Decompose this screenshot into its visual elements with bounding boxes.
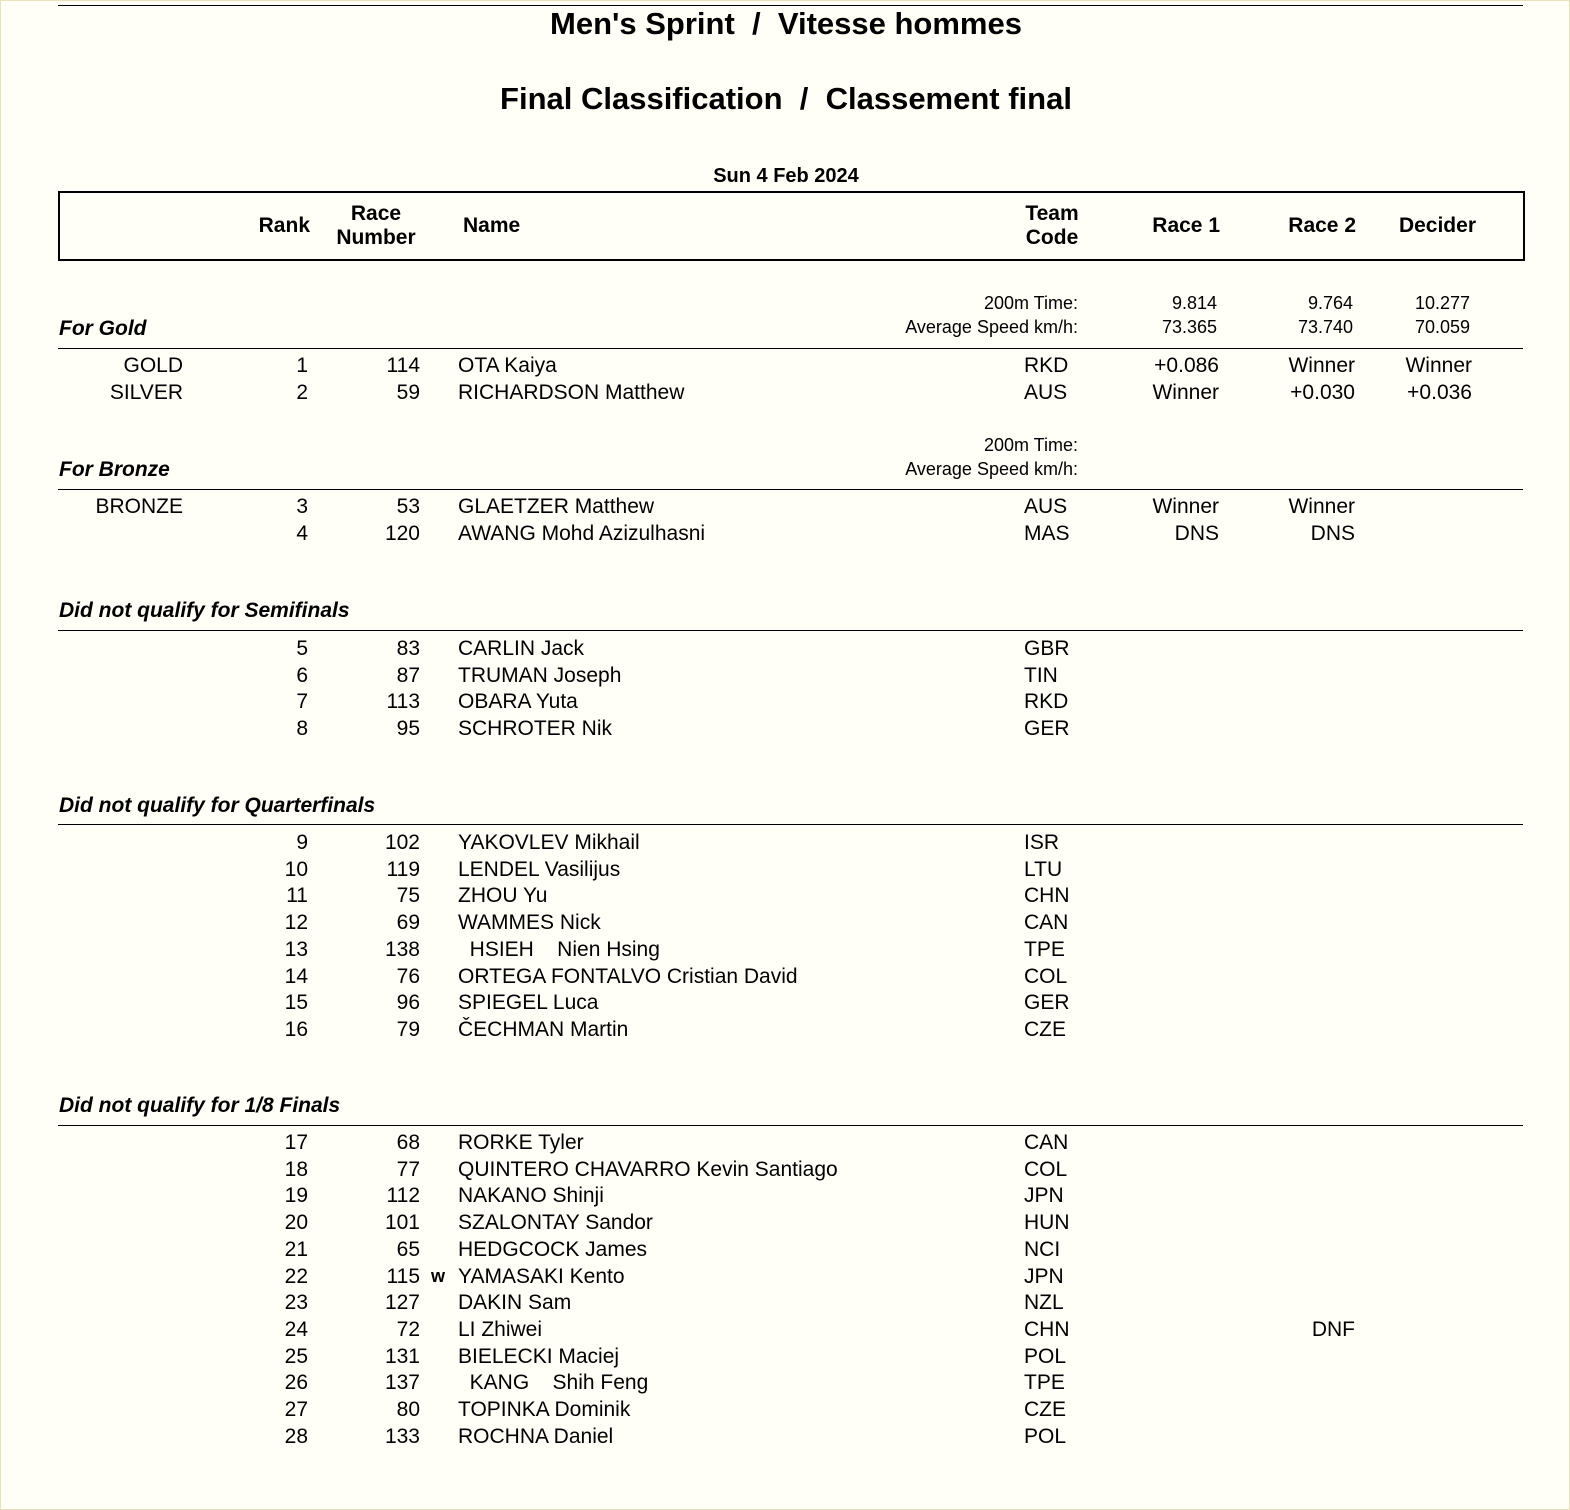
decider-result-cell: +0.036 <box>1407 380 1472 404</box>
race-number-cell: 68 <box>396 1131 420 1154</box>
rank-cell: 11 <box>286 884 308 908</box>
header-decider: Decider <box>1398 214 1476 237</box>
table-row <box>1 1343 1570 1370</box>
team-code-cell: POL <box>1024 1424 1067 1448</box>
header-race-number-line2: Number <box>336 226 416 249</box>
section-rule-bronze <box>58 489 1523 490</box>
race-number-cell: 115 <box>386 1264 420 1288</box>
rider-name-cell: OTA Kaiya <box>458 354 557 377</box>
race-number-cell: 87 <box>396 663 420 687</box>
rider-name-cell: ORTEGA FONTALVO Cristian David <box>458 964 798 988</box>
rider-name-cell: ROCHNA Daniel <box>458 1424 614 1448</box>
race-number-cell: 138 <box>384 937 420 961</box>
race-number-cell: 83 <box>396 637 420 660</box>
header-team-code-line2: Code <box>1025 226 1079 249</box>
table-row <box>1 909 1570 936</box>
speed-label: Average Speed km/h: <box>905 459 1078 479</box>
rider-name-cell: OBARA Yuta <box>458 690 578 714</box>
rank-cell: 5 <box>296 637 308 660</box>
table-row <box>1 1369 1570 1396</box>
time-label: 200m Time: <box>983 293 1078 313</box>
table-row <box>1 882 1570 909</box>
section-title-eighth-finals: Did not qualify for 1/8 Finals <box>59 1094 341 1117</box>
team-code-cell: TPE <box>1024 1371 1065 1395</box>
table-row <box>1 963 1570 990</box>
race-number-cell: 112 <box>386 1184 420 1208</box>
rank-cell: 25 <box>284 1344 308 1368</box>
table-row <box>1 1182 1570 1209</box>
race1-result-cell: Winner <box>1152 380 1219 404</box>
rank-cell: 4 <box>296 521 308 545</box>
race2-result-cell: Winner <box>1288 495 1355 518</box>
race1-result-cell: +0.086 <box>1154 354 1219 377</box>
header-race2: Race 2 <box>1288 214 1356 237</box>
rank-cell: 14 <box>284 964 308 988</box>
table-row <box>1 520 1570 547</box>
rank-cell: 18 <box>284 1157 308 1181</box>
race-number-cell: 72 <box>396 1317 420 1341</box>
table-row <box>1 856 1570 883</box>
table-row <box>1 715 1570 742</box>
rider-name-cell: HSIEH Nien Hsing <box>458 937 660 961</box>
team-code-cell: GER <box>1024 717 1070 741</box>
team-code-cell: POL <box>1024 1344 1067 1368</box>
rider-name-cell: QUINTERO CHAVARRO Kevin Santiago <box>458 1157 838 1181</box>
team-code-cell: CAN <box>1024 1131 1069 1154</box>
rank-cell: 20 <box>284 1211 308 1235</box>
race-number-cell: 77 <box>396 1157 420 1181</box>
race1-result-cell: Winner <box>1152 495 1219 518</box>
race-number-cell: 95 <box>396 717 420 741</box>
rank-cell: 1 <box>296 354 308 377</box>
rank-cell: 22 <box>284 1264 308 1288</box>
rank-cell: 21 <box>284 1237 308 1261</box>
gold-race1-speed: 73.365 <box>1161 317 1217 337</box>
classification-title: Final Classification / Classement final <box>500 81 1072 116</box>
team-code-cell: NCI <box>1024 1237 1061 1261</box>
rank-cell: 19 <box>284 1184 308 1208</box>
rider-name-cell: HEDGCOCK James <box>458 1237 648 1261</box>
rider-name-cell: WAMMES Nick <box>458 911 601 935</box>
race2-result-cell: DNS <box>1310 521 1355 545</box>
rank-cell: 8 <box>296 717 308 741</box>
team-code-cell: ISR <box>1024 831 1060 854</box>
team-code-cell: COL <box>1024 1157 1068 1181</box>
table-row <box>1 1316 1570 1343</box>
section-title-semifinals: Did not qualify for Semifinals <box>59 599 350 622</box>
rider-name-cell: KANG Shih Feng <box>458 1371 649 1395</box>
medal-label: GOLD <box>123 354 183 377</box>
team-code-cell: TIN <box>1024 663 1058 687</box>
header-race1: Race 1 <box>1152 214 1220 237</box>
race-number-cell: 113 <box>386 690 420 714</box>
rank-cell: 6 <box>296 663 308 687</box>
gold-race2-time: 9.764 <box>1307 293 1353 313</box>
medal-label: BRONZE <box>95 495 183 518</box>
rider-name-cell: TRUMAN Joseph <box>458 663 622 687</box>
rank-cell: 9 <box>296 831 308 854</box>
rider-name-cell: LENDEL Vasilijus <box>458 857 621 881</box>
team-code-cell: RKD <box>1024 354 1069 377</box>
rank-cell: 12 <box>284 911 308 935</box>
rank-cell: 26 <box>284 1371 308 1395</box>
rider-name-cell: ČECHMAN Martin <box>458 1017 629 1041</box>
team-code-cell: LTU <box>1024 857 1063 881</box>
rank-cell: 3 <box>296 495 308 518</box>
rank-cell: 7 <box>296 690 308 714</box>
race-number-cell: 80 <box>396 1398 420 1421</box>
table-row <box>1 688 1570 715</box>
race-number-cell: 75 <box>396 884 420 908</box>
medal-label: SILVER <box>109 380 183 404</box>
rank-cell: 28 <box>284 1424 308 1448</box>
section-rule-eighth-finals <box>58 1125 1523 1126</box>
rider-name-cell: RORKE Tyler <box>458 1131 584 1154</box>
table-row <box>1 1209 1570 1236</box>
team-code-cell: RKD <box>1024 690 1069 714</box>
header-team-code-line1: Team <box>1025 202 1079 225</box>
event-title: Men's Sprint / Vitesse hommes <box>550 6 1022 41</box>
rider-name-cell: LI Zhiwei <box>458 1317 543 1341</box>
table-row <box>1 1289 1570 1316</box>
rank-cell: 17 <box>284 1131 308 1154</box>
team-code-cell: CZE <box>1024 1017 1066 1041</box>
rider-name-cell: RICHARDSON Matthew <box>458 380 685 404</box>
rider-name-cell: SPIEGEL Luca <box>458 991 599 1015</box>
race-number-cell: 137 <box>384 1371 420 1395</box>
race-number-cell: 131 <box>384 1344 420 1368</box>
table-row <box>1 1016 1570 1043</box>
table-row <box>1 379 1570 406</box>
rider-name-cell: SZALONTAY Sandor <box>458 1211 653 1235</box>
team-code-cell: GBR <box>1024 637 1070 660</box>
table-row <box>1 989 1570 1016</box>
decider-result-cell: Winner <box>1405 354 1472 377</box>
rider-name-cell: ZHOU Yu <box>458 884 548 908</box>
rider-name-cell: CARLIN Jack <box>458 637 585 660</box>
race-number-cell: 101 <box>384 1211 420 1235</box>
race-number-cell: 114 <box>386 354 420 377</box>
rider-name-cell: YAKOVLEV Mikhail <box>458 831 640 854</box>
header-race-number-line1: Race <box>350 202 402 225</box>
rank-cell: 23 <box>284 1291 308 1315</box>
column-header-box <box>58 191 1525 261</box>
team-code-cell: AUS <box>1024 380 1068 404</box>
race-number-cell: 119 <box>386 857 420 881</box>
race-number-cell: 120 <box>384 521 420 545</box>
table-row <box>1 493 1570 520</box>
rider-name-cell: BIELECKI Maciej <box>458 1344 620 1368</box>
table-row <box>1 829 1570 856</box>
race1-result-cell: DNS <box>1174 521 1219 545</box>
rank-cell: 16 <box>284 1017 308 1041</box>
rank-cell: 24 <box>284 1317 308 1341</box>
gold-race2-speed: 73.740 <box>1297 317 1353 337</box>
table-row <box>1 635 1570 662</box>
rank-cell: 15 <box>284 991 308 1015</box>
section-title-quarterfinals: Did not qualify for Quarterfinals <box>59 794 376 817</box>
race-number-cell: 65 <box>396 1237 420 1261</box>
team-code-cell: AUS <box>1024 495 1068 518</box>
section-title-gold: For Gold <box>59 317 147 340</box>
rider-name-cell: YAMASAKI Kento <box>458 1264 625 1288</box>
team-code-cell: CAN <box>1024 911 1069 935</box>
team-code-cell: CHN <box>1024 1317 1070 1341</box>
race2-result-cell: DNF <box>1311 1317 1355 1341</box>
speed-label: Average Speed km/h: <box>905 317 1078 337</box>
race-number-cell: 59 <box>396 380 420 404</box>
team-code-cell: CZE <box>1024 1398 1066 1421</box>
table-row <box>1 1423 1570 1450</box>
table-row <box>1 936 1570 963</box>
gold-decider-time: 10.277 <box>1414 293 1470 313</box>
race2-result-cell: +0.030 <box>1290 380 1355 404</box>
table-row <box>1 1129 1570 1156</box>
race-number-cell: 102 <box>384 831 420 854</box>
team-code-cell: COL <box>1024 964 1068 988</box>
flag-marker: w <box>431 1265 446 1286</box>
gold-race1-time: 9.814 <box>1171 293 1217 313</box>
competition-date: Sun 4 Feb 2024 <box>713 165 859 187</box>
rider-name-cell: GLAETZER Matthew <box>458 495 655 518</box>
rider-name-cell: TOPINKA Dominik <box>458 1398 631 1421</box>
team-code-cell: TPE <box>1024 937 1065 961</box>
table-row <box>1 1263 1570 1290</box>
section-rule-quarterfinals <box>58 824 1523 825</box>
race-number-cell: 76 <box>396 964 420 988</box>
rank-cell: 10 <box>284 857 308 881</box>
time-label: 200m Time: <box>983 435 1078 455</box>
rider-name-cell: SCHROTER Nik <box>458 717 613 741</box>
race-number-cell: 96 <box>396 991 420 1015</box>
race-number-cell: 53 <box>396 495 420 518</box>
header-rank: Rank <box>258 214 310 237</box>
table-row <box>1 662 1570 689</box>
section-rule-semifinals <box>58 630 1523 631</box>
team-code-cell: JPN <box>1024 1264 1064 1288</box>
team-code-cell: MAS <box>1024 521 1070 545</box>
gold-decider-speed: 70.059 <box>1414 317 1470 337</box>
table-row <box>1 1156 1570 1183</box>
section-title-bronze: For Bronze <box>59 458 170 481</box>
table-row <box>1 1236 1570 1263</box>
race-number-cell: 133 <box>384 1424 420 1448</box>
race-number-cell: 79 <box>396 1017 420 1041</box>
rider-name-cell: NAKANO Shinji <box>458 1184 604 1208</box>
table-row <box>1 352 1570 379</box>
rider-name-cell: AWANG Mohd Azizulhasni <box>458 521 706 545</box>
team-code-cell: HUN <box>1024 1211 1070 1235</box>
rank-cell: 2 <box>296 380 308 404</box>
header-name: Name <box>463 214 521 237</box>
rider-name-cell: DAKIN Sam <box>458 1291 572 1315</box>
race-number-cell: 69 <box>396 911 420 935</box>
team-code-cell: JPN <box>1024 1184 1064 1208</box>
team-code-cell: GER <box>1024 991 1070 1015</box>
rank-cell: 27 <box>284 1398 308 1421</box>
race-number-cell: 127 <box>384 1291 420 1315</box>
race2-result-cell: Winner <box>1288 354 1355 377</box>
table-row <box>1 1396 1570 1423</box>
rank-cell: 13 <box>284 937 308 961</box>
team-code-cell: NZL <box>1024 1291 1064 1315</box>
team-code-cell: CHN <box>1024 884 1070 908</box>
section-rule-gold <box>58 348 1523 349</box>
